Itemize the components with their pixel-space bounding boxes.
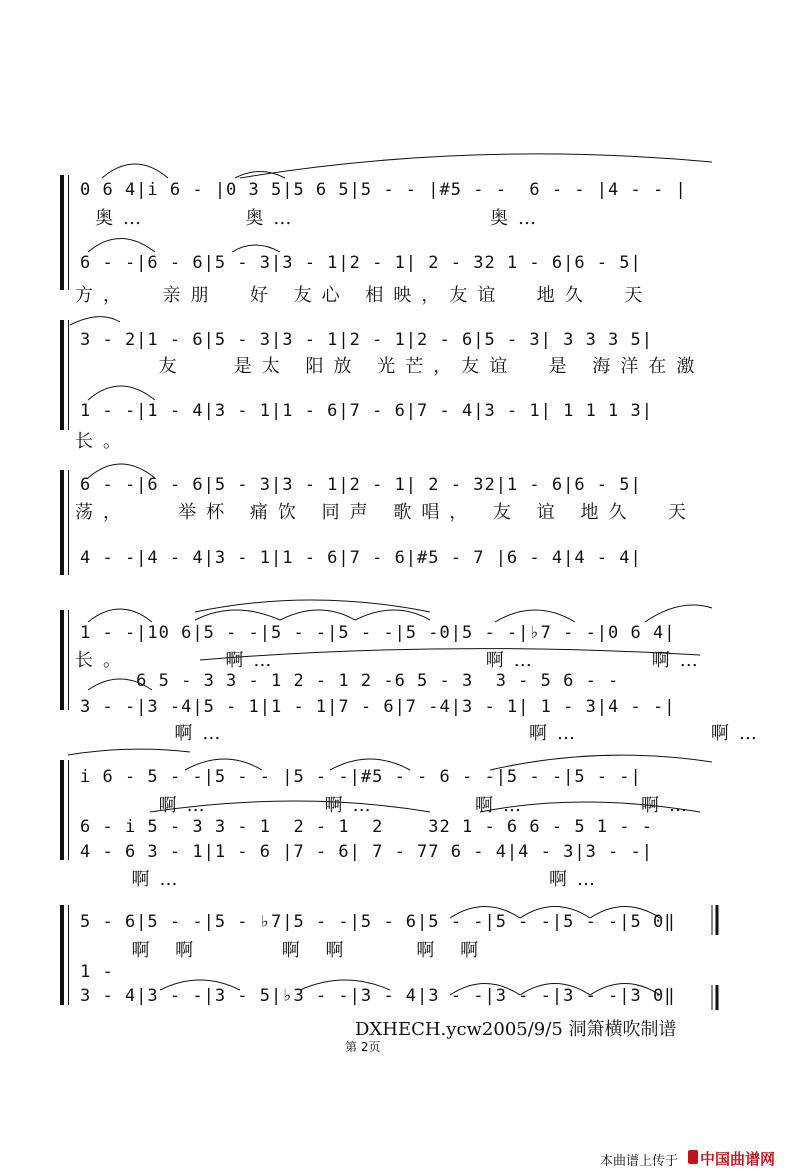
staff-line: 1 - -|10 6|5 - -|5 - -|5 - -|5 -0|5 - -|♭7 - -|0 6 4| [80, 623, 676, 643]
staff-line: 5 - 6|5 - -|5 - ♭7|5 - -|5 - 6|5 - -|5 - -|5 - -|5 0‖ [80, 912, 676, 932]
site-name[interactable]: 中国曲谱网 [700, 1150, 776, 1168]
staff-line: 1 - [80, 962, 114, 982]
lyrics-line: 奥… 奥… 奥… [95, 208, 546, 229]
arranger-signature: DXHECH.ycw2005/9/5 洞箫横吹制谱 [355, 1019, 677, 1040]
staff-line: 6 - i 5 - 3 3 - 1 2 - 1 2 32 1 - 6 6 - 5 1 - - [80, 817, 653, 837]
staff-line: 0 6 4|i 6 - |0 3 5|5 6 5|5 - - |#5 - - 6 - - |4 - - | [80, 180, 687, 200]
staff-line: i 6 - 5 - -|5 - - |5 - -|#5 - - 6 - -|5 - -|5 - -| [80, 767, 642, 787]
staff-line: 6 - -|6 - 6|5 - 3|3 - 1|2 - 1| 2 - 32 1 - 6|6 - 5| [80, 253, 642, 273]
staff-line: 6 - -|6 - 6|5 - 3|3 - 1|2 - 1| 2 - 32|1 - 6|6 - 5| [80, 475, 642, 495]
staff-line: 3 - 4|3 - -|3 - 5|♭3 - -|3 - 4|3 - -|3 - -|3 - -|3 0‖ [80, 986, 676, 1006]
lyrics-line: 啊… 啊… 啊… [80, 723, 767, 744]
staff-line: 4 - 6 3 - 1|1 - 6 |7 - 6| 7 - 77 6 - 4|4 - 3|3 - -| [80, 842, 653, 862]
lyrics-line: 长。 [75, 431, 131, 452]
site-logo-icon [688, 1150, 698, 1164]
lyrics-line: 啊… 啊… [100, 869, 606, 890]
lyrics-line: 啊 啊 啊 啊 啊 啊 [100, 940, 489, 961]
lyrics-line: 荡， 举杯 痛饮 同声 歌唱， 友 谊 地久 天 [75, 502, 696, 523]
page-number: 第 2页 [345, 1040, 381, 1054]
staff-line: 3 - 2|1 - 6|5 - 3|3 - 1|2 - 1|2 - 6|5 - 3| 3 3 3 5| [80, 330, 653, 350]
staff-line: 1 - -|1 - 4|3 - 1|1 - 6|7 - 6|7 - 4|3 - 1| 1 1 1 3| [80, 401, 653, 421]
lyrics-line: 方， 亲朋 好 友心 相映，友谊 地久 天 [75, 285, 653, 306]
lyrics-line: 长。 啊… 啊… 啊… [75, 650, 708, 671]
lyrics-line: 友 是太 阳放 光芒，友谊 是 海洋在激 [80, 356, 705, 377]
staff-line: 6 5 - 3 3 - 1 2 - 1 2 -6 5 - 3 3 - 5 6 - - [80, 671, 620, 691]
staff-line: 3 - -|3 -4|5 - 1|1 - 1|7 - 6|7 -4|3 - 1| 1 - 3|4 - -| [80, 697, 676, 717]
staff-line: 4 - -|4 - 4|3 - 1|1 - 6|7 - 6|#5 - 7 |6 - 4|4 - 4| [80, 548, 642, 568]
lyrics-line: 啊… 啊… 啊… 啊… [80, 795, 698, 816]
upload-note: 本曲谱上传于 [600, 1154, 679, 1169]
